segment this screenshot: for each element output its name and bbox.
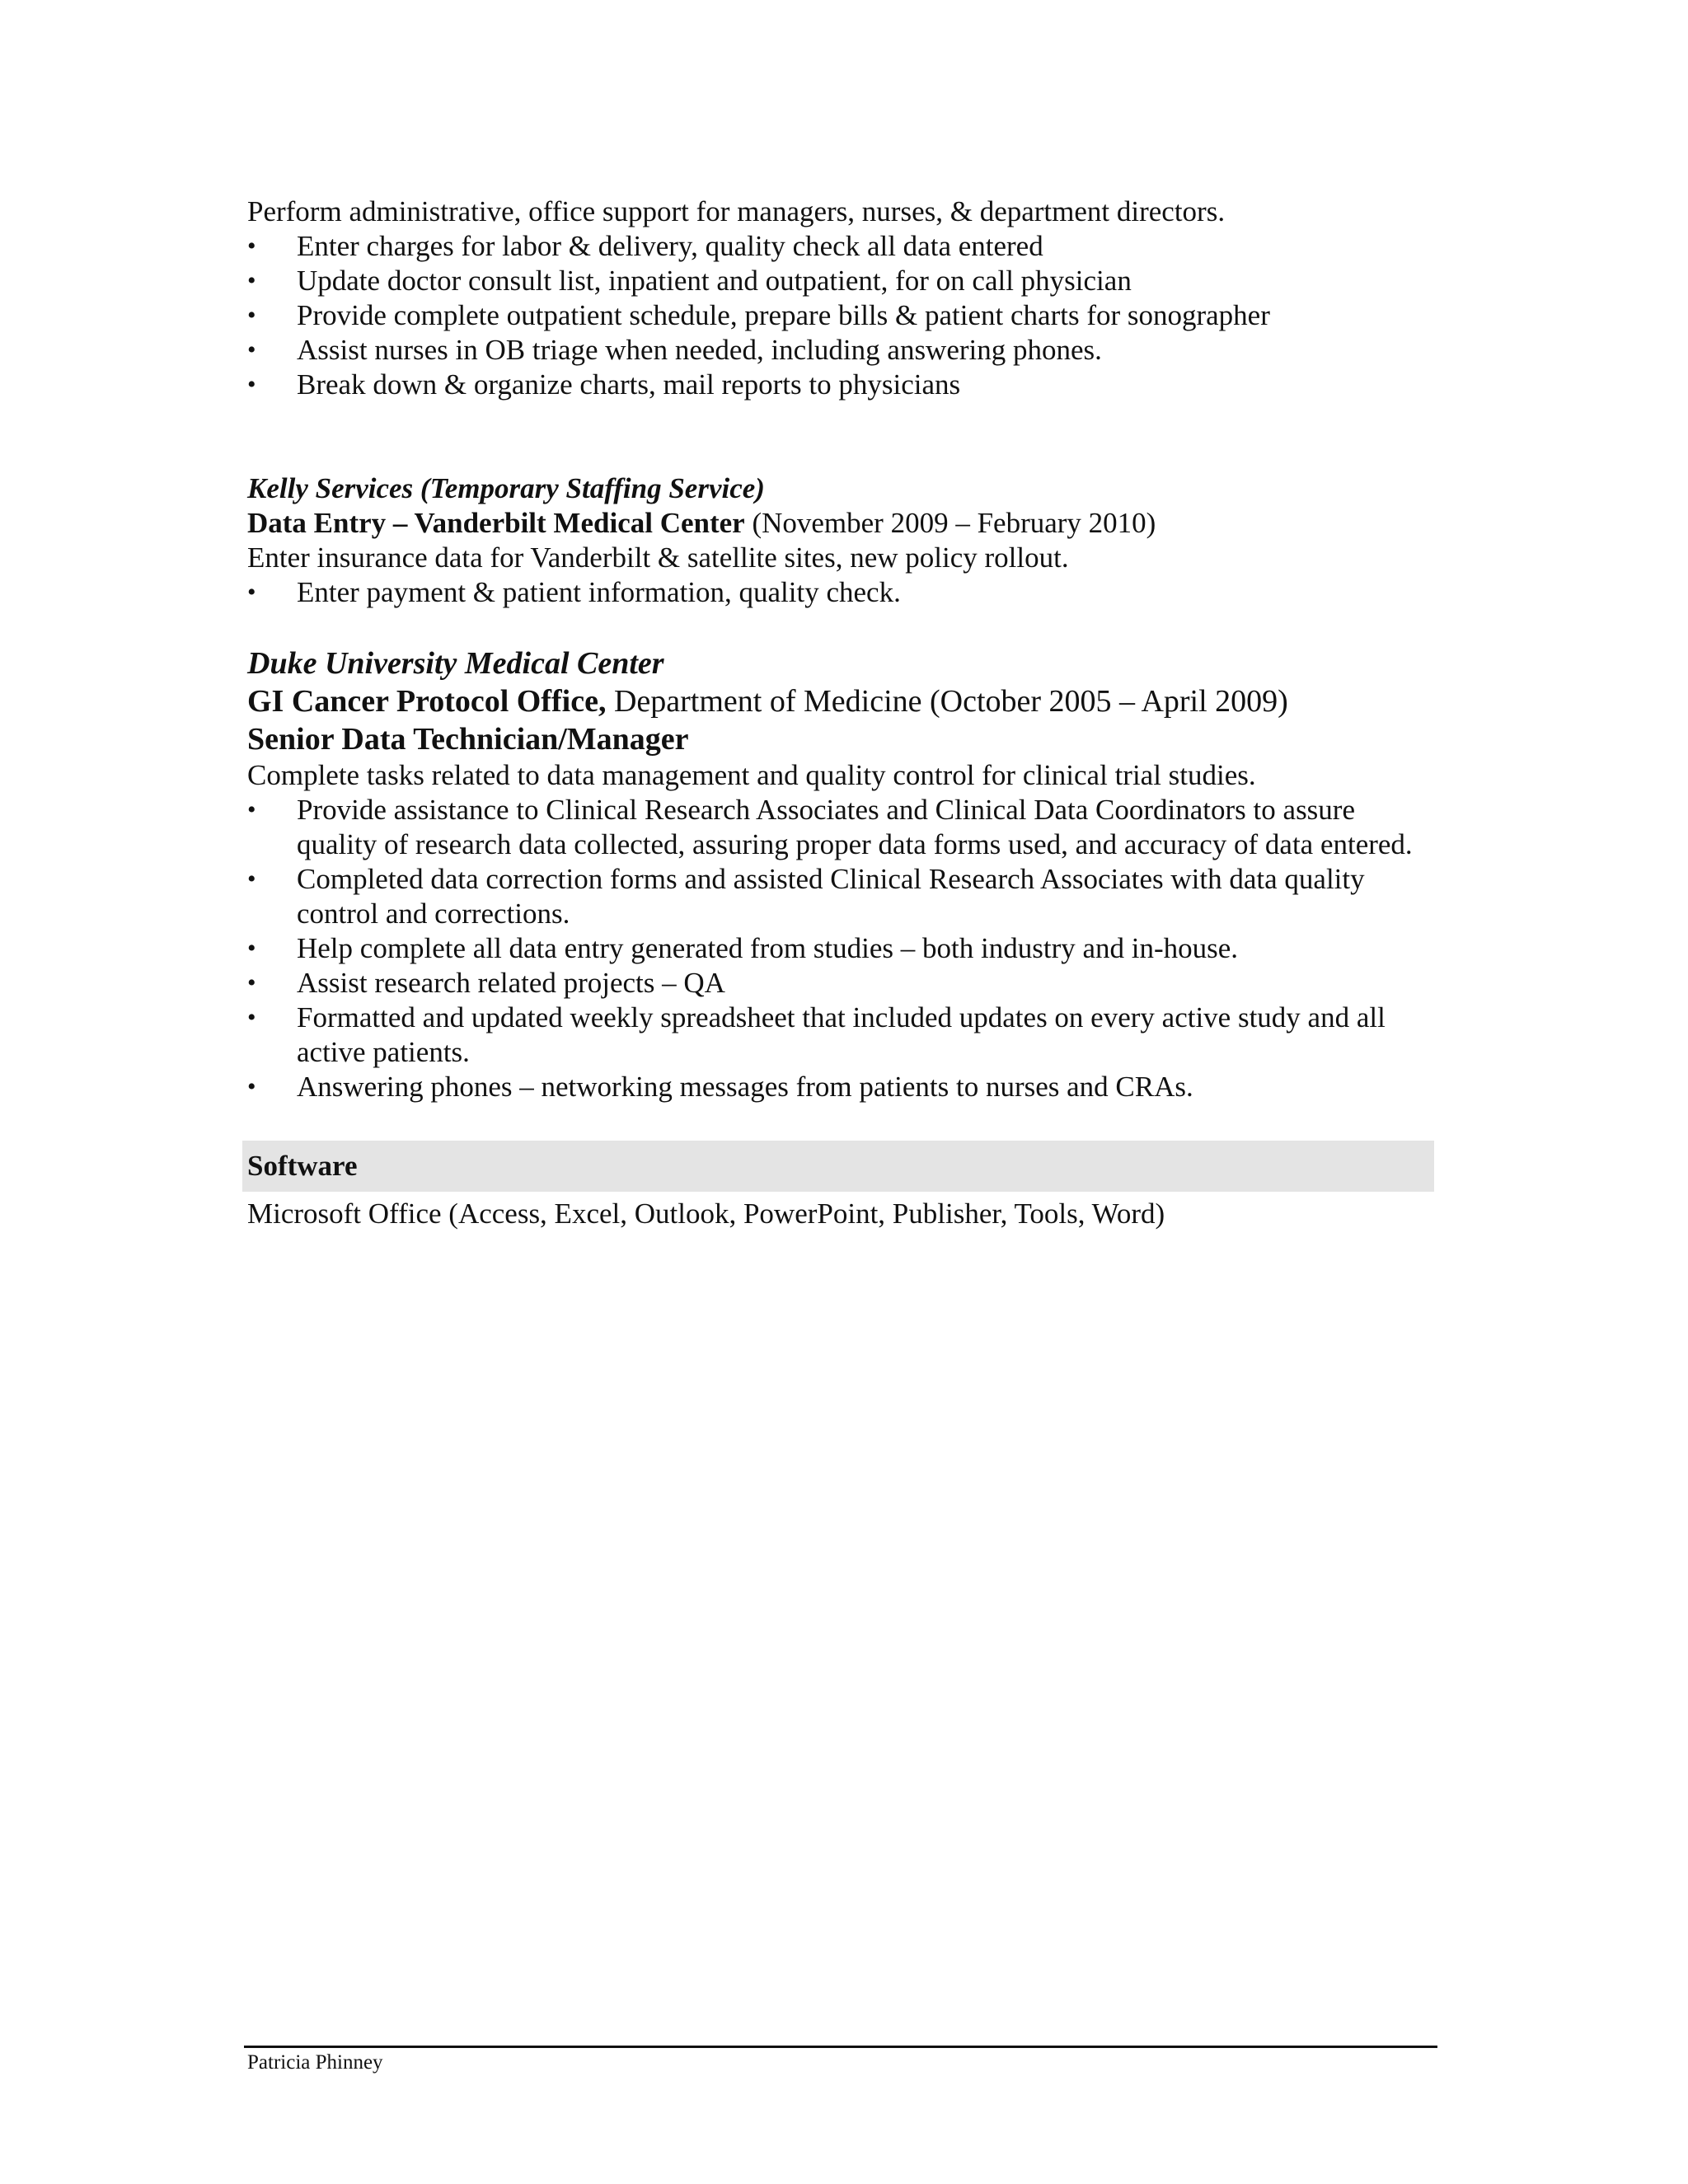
job-role-line	[247, 506, 1434, 541]
bullet-item: • Assist nurses in OB triage when needed, including answering phones.	[247, 333, 1434, 368]
job-summary: Complete tasks related to data management and quality control for clinical trial studies.	[247, 759, 1256, 791]
intro-bullet-list	[247, 229, 1434, 402]
resume-content	[247, 194, 1434, 1231]
bullet-item: • Provide complete outpatient schedule, prepare bills & patient charts for sonographer	[247, 298, 1434, 333]
section-heading-software	[242, 1141, 1434, 1192]
bullet-item: • Help complete all data entry generated from studies – both industry and in-house.	[247, 931, 1434, 966]
section-heading-label: Software	[247, 1150, 358, 1182]
footer-divider	[244, 2046, 1437, 2048]
bullet-item: • Update doctor consult list, inpatient and outpatient, for on call physician	[247, 264, 1434, 298]
bullet-item: • Answering phones – networking messages from patients to nurses and CRAs.	[247, 1070, 1434, 1104]
bullet-item: • Break down & organize charts, mail reports to physicians	[247, 368, 1434, 402]
bullet-item: • Enter payment & patient information, quality check.	[247, 575, 1434, 610]
bullet-item: • Completed data correction forms and assisted Clinical Research Associates with data quality control and corrections.	[247, 862, 1434, 931]
duke-bullet-list	[247, 793, 1434, 1104]
job-department-line	[247, 682, 1434, 720]
job-summary: Perform administrative, office support for managers, nurses, & department directors.	[247, 195, 1226, 227]
job-summary: Enter insurance data for Vanderbilt & satellite sites, new policy rollout.	[247, 541, 1069, 574]
bullet-item: • Provide assistance to Clinical Research Associates and Clinical Data Coordinators to assure quality of research data collected, assuring proper data forms used, and accuracy of data entered.	[247, 793, 1434, 862]
software-list: Microsoft Office (Access, Excel, Outlook, PowerPoint, Publisher, Tools, Word)	[247, 1197, 1165, 1230]
company-name: Duke University Medical Center	[247, 646, 664, 681]
company-name: Kelly Services (Temporary Staffing Service)	[247, 472, 765, 504]
footer-author-name: Patricia Phinney	[247, 2051, 383, 2074]
bullet-item: • Assist research related projects – QA	[247, 966, 1434, 1001]
job-role-title: Data Entry – Vanderbilt Medical Center	[247, 507, 745, 539]
bullet-item: • Formatted and updated weekly spreadsheet that included updates on every active study and all active patients.	[247, 1001, 1434, 1070]
job-title: Senior Data Technician/Manager	[247, 722, 689, 757]
department-name: GI Cancer Protocol Office,	[247, 684, 607, 719]
job-dates: Department of Medicine (October 2005 – April 2009)	[606, 684, 1288, 719]
bullet-item: • Enter charges for labor & delivery, quality check all data entered	[247, 229, 1434, 264]
kelly-bullet-list	[247, 575, 1434, 610]
job-dates: (November 2009 – February 2010)	[744, 507, 1156, 539]
